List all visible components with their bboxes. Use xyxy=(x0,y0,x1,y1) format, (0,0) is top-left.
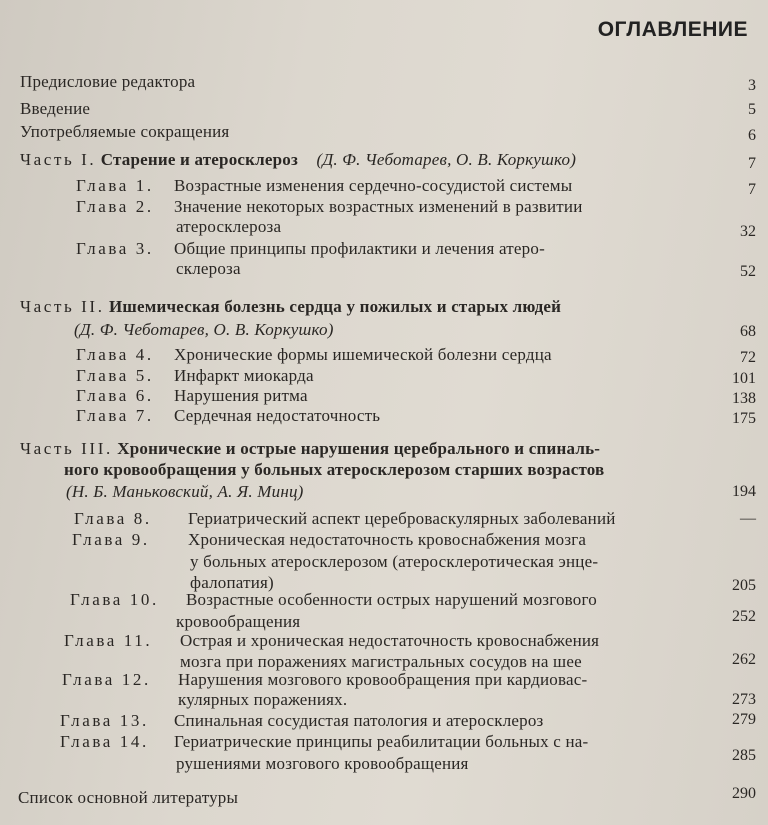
part-label: Часть II. xyxy=(20,297,105,316)
chapter-label: Глава 9. xyxy=(72,530,150,549)
chapter-label: Глава 10. xyxy=(70,590,159,609)
part-heading xyxy=(20,150,576,170)
chapter-title: склероза xyxy=(176,259,241,278)
chapter-title: кровообращения xyxy=(176,612,301,631)
part-heading xyxy=(20,297,561,317)
toc-entry-page: 6 xyxy=(748,127,756,144)
chapter-label: Глава 8. xyxy=(74,509,152,528)
toc-entry-page: 205 xyxy=(732,577,756,594)
toc-entry-page: 279 xyxy=(732,711,756,728)
chapter-title: у больных атеросклерозом (атеросклеротическая энце- xyxy=(190,552,599,571)
toc-entry-page: 52 xyxy=(740,263,756,280)
toc-entry-page: 5 xyxy=(748,101,756,118)
chapter-title: атеросклероза xyxy=(176,217,282,236)
toc-entry-page: 194 xyxy=(732,483,756,500)
chapter-title: мозга при поражениях магистральных сосудов на шее xyxy=(180,652,582,671)
chapter-title: Инфаркт миокарда xyxy=(174,366,314,385)
chapter-title: Возрастные изменения сердечно-сосудистой системы xyxy=(174,176,573,195)
chapter-title: Нарушения мозгового кровообращения при кардиовас- xyxy=(178,670,588,689)
part-title: Старение и атеросклероз xyxy=(100,150,299,169)
chapter-title: рушениями мозгового кровообращения xyxy=(176,754,469,773)
chapter-label: Глава 3. xyxy=(76,239,154,258)
chapter-title: кулярных поражениях. xyxy=(178,690,348,709)
toc-entry-page: 290 xyxy=(732,785,756,802)
chapter-label: Глава 14. xyxy=(60,732,149,751)
chapter-title: Значение некоторых возрастных изменений в развитии xyxy=(174,197,583,216)
part-authors: (Н. Б. Маньковский, А. Я. Минц) xyxy=(66,482,304,501)
chapter-label: Глава 7. xyxy=(76,406,154,425)
toc-entry-title: Употребляемые сокращения xyxy=(20,122,230,141)
toc-entry-page: — xyxy=(740,510,756,527)
chapter-title: Спинальная сосудистая патология и атеросклероз xyxy=(174,711,544,730)
part-label: Часть III. xyxy=(20,439,113,458)
toc-entry-page: 68 xyxy=(740,323,756,340)
toc-entry-page: 32 xyxy=(740,223,756,240)
toc-entry-page: 175 xyxy=(732,410,756,427)
toc-entry-page: 273 xyxy=(732,691,756,708)
chapter-title: фалопатия) xyxy=(190,573,274,592)
toc-entry-page: 138 xyxy=(732,390,756,407)
chapter-label: Глава 1. xyxy=(76,176,154,195)
toc-entry-title: Список основной литературы xyxy=(18,788,239,807)
chapter-title: Хронические формы ишемической болезни сердца xyxy=(174,345,552,364)
chapter-label: Глава 13. xyxy=(60,711,149,730)
chapter-title: Возрастные особенности острых нарушений мозгового xyxy=(186,590,597,609)
toc-entry-title: Введение xyxy=(20,99,91,118)
toc-entry-page: 262 xyxy=(732,651,756,668)
chapter-title: Гериатрические принципы реабилитации больных с на- xyxy=(174,732,589,751)
part-label: Часть I. xyxy=(20,150,97,169)
chapter-title: Сердечная недостаточность xyxy=(174,406,381,425)
chapter-label: Глава 12. xyxy=(62,670,151,689)
part-title: Ишемическая болезнь сердца у пожилых и старых людей xyxy=(109,297,562,316)
chapter-title: Острая и хроническая недостаточность кровоснабжения xyxy=(180,631,600,650)
toc-entry-title: Предисловие редактора xyxy=(20,72,196,91)
chapter-label: Глава 2. xyxy=(76,197,154,216)
chapter-title: Хроническая недостаточность кровоснабжения мозга xyxy=(188,530,587,549)
part-authors: (Д. Ф. Чеботарев, О. В. Коркушко) xyxy=(316,150,577,169)
part-title: ного кровообращения у больных атеросклерозом старших возрастов xyxy=(64,460,605,479)
chapter-title: Гериатрический аспект цереброваскулярных заболеваний xyxy=(188,509,616,528)
part-authors: (Д. Ф. Чеботарев, О. В. Коркушко) xyxy=(74,320,334,339)
chapter-label: Глава 4. xyxy=(76,345,154,364)
toc-heading: ОГЛАВЛЕНИЕ xyxy=(597,18,748,41)
toc-entry-page: 72 xyxy=(740,349,756,366)
chapter-label: Глава 6. xyxy=(76,386,154,405)
part-title: Хронические и острые нарушения церебрального и спиналь- xyxy=(117,439,601,458)
toc-entry-page: 7 xyxy=(748,155,756,172)
chapter-title: Общие принципы профилактики и лечения атеро- xyxy=(174,239,545,258)
toc-entry-page: 285 xyxy=(732,747,756,764)
chapter-label: Глава 5. xyxy=(76,366,154,385)
toc-entry-page: 252 xyxy=(732,608,756,625)
chapter-label: Глава 11. xyxy=(64,631,153,650)
toc-entry-page: 101 xyxy=(732,370,756,387)
toc-entry-page: 7 xyxy=(748,181,756,198)
toc-entry-page: 3 xyxy=(748,77,756,94)
chapter-title: Нарушения ритма xyxy=(174,386,308,405)
part-heading xyxy=(20,439,600,459)
